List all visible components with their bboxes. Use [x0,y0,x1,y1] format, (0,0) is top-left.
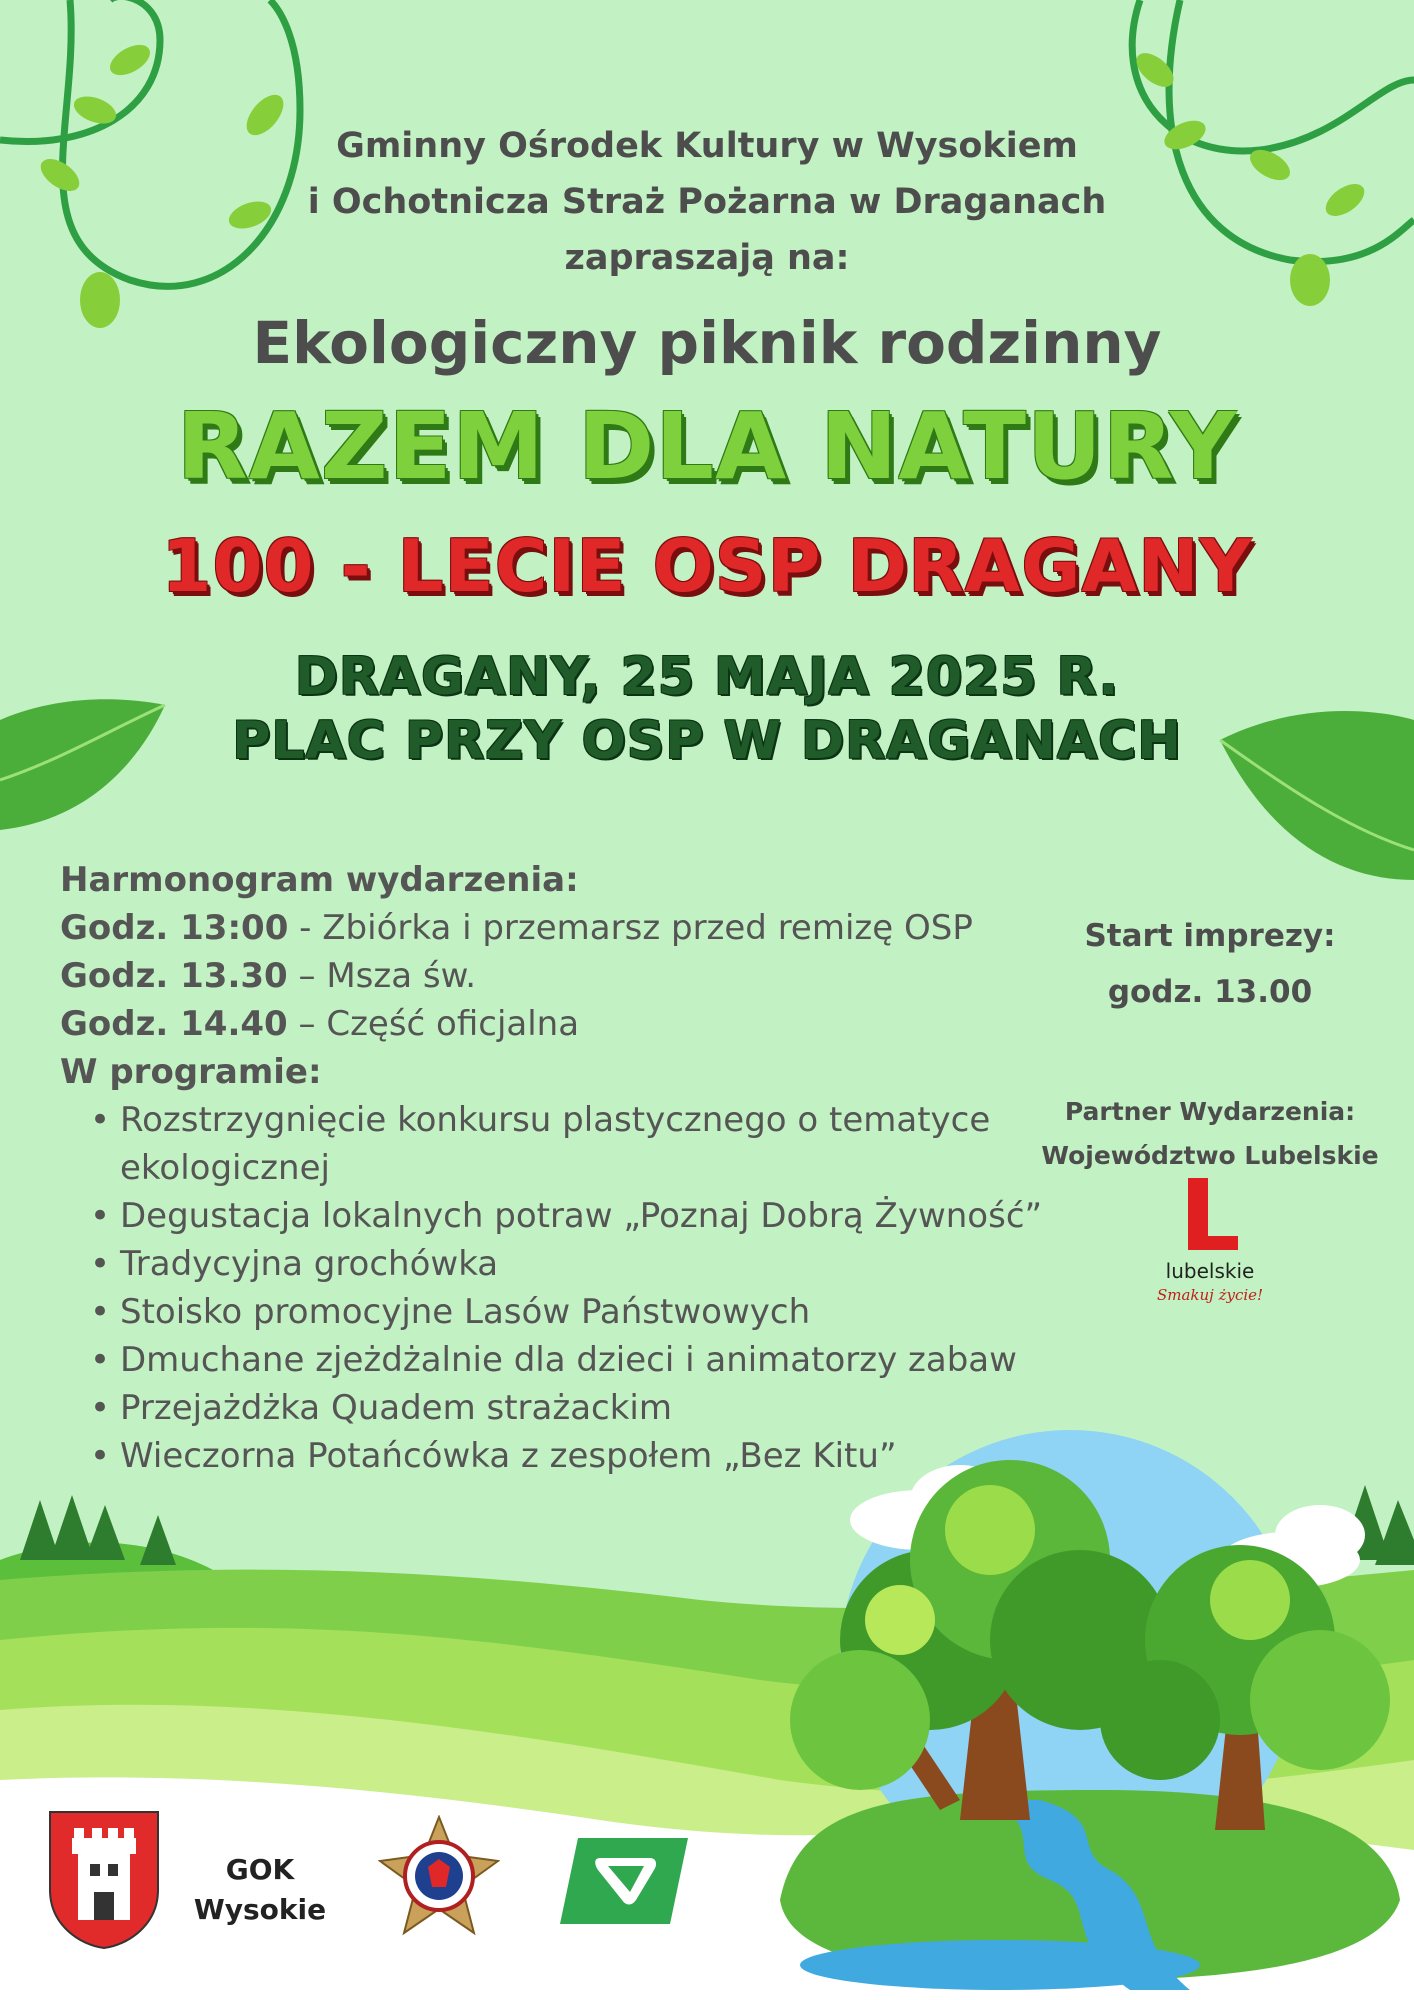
schedule-text: Msza św. [326,956,477,996]
partner-info [1020,1090,1400,1178]
gok-line-1: GOK [225,1853,295,1886]
partner-name: Województwo Lubelskie [1041,1141,1379,1170]
gok-line-2: Wysokie [193,1893,327,1926]
event-subtitle: Ekologiczny piknik rodzinny [252,309,1162,377]
organizers-line-3: zapraszają na: [564,238,850,278]
program-item: • Stoisko promocyjne Lasów Państwowych [120,1288,1060,1336]
lubelskie-l-icon [1188,1178,1238,1250]
schedule-section [60,856,1060,1480]
event-date-place [0,645,1414,773]
program-heading: W programie: [60,1052,322,1092]
green-parallelogram-logo-icon [560,1838,688,1924]
schedule-text: Część oficjalna [326,1004,580,1044]
start-info [1060,908,1360,1020]
organizers-text [0,118,1414,286]
schedule-item [60,1000,1060,1048]
lubelskie-logo [1120,1178,1300,1308]
water-icon [800,1940,1200,1990]
program-item: • Degustacja lokalnych potraw „Poznaj Dobrą Żywność” [120,1192,1060,1240]
event-place: PLAC PRZY OSP W DRAGANACH [232,711,1182,771]
lubelskie-logo-slogan: Smakuj życie! [1156,1286,1264,1304]
schedule-time: Godz. 14.40 [60,1004,288,1044]
event-title: RAZEM DLA NATURY [176,393,1238,500]
program-item: • Tradycyjna grochówka [120,1240,1060,1288]
gok-wysokie-logo [180,1850,340,1930]
organizers-line-1: Gminny Ośrodek Kultury w Wysokiem [336,126,1078,166]
program-item: • Przejażdżka Quadem strażackim [120,1384,1060,1432]
schedule-heading: Harmonogram wydarzenia: [60,860,579,900]
program-item: • Dmuchane zjeżdżalnie dla dzieci i animatorzy zabaw [120,1336,1060,1384]
lubelskie-logo-text: lubelskie [1165,1259,1255,1283]
start-time: godz. 13.00 [1107,974,1313,1010]
coat-of-arms-icon [48,1810,160,1950]
schedule-text: Zbiórka i przemarsz przed remizę OSP [322,908,973,948]
anniversary-title: 100 - LECIE OSP DRAGANY [161,524,1253,608]
program-item: • Wieczorna Potańcówka z zespołem „Bez Kitu” [120,1432,1060,1480]
schedule-separator: – [287,1004,327,1044]
event-date: DRAGANY, 25 MAJA 2025 R. [294,647,1120,707]
schedule-item [60,952,1060,1000]
program-list [60,1096,1060,1480]
organizers-line-2: i Ochotnicza Straż Pożarna w Draganach [307,182,1107,222]
osp-emblem-icon [378,1815,500,1937]
schedule-time: Godz. 13.30 [60,956,288,996]
program-item: • Rozstrzygnięcie konkursu plastycznego o tematyce ekologicznej [120,1096,1040,1192]
schedule-separator: – [287,956,327,996]
schedule-time: Godz. 13:00 [60,908,289,948]
schedule-item [60,904,1060,952]
schedule-separator: - [288,908,323,948]
partner-label: Partner Wydarzenia: [1064,1097,1356,1126]
start-label: Start imprezy: [1084,918,1336,954]
